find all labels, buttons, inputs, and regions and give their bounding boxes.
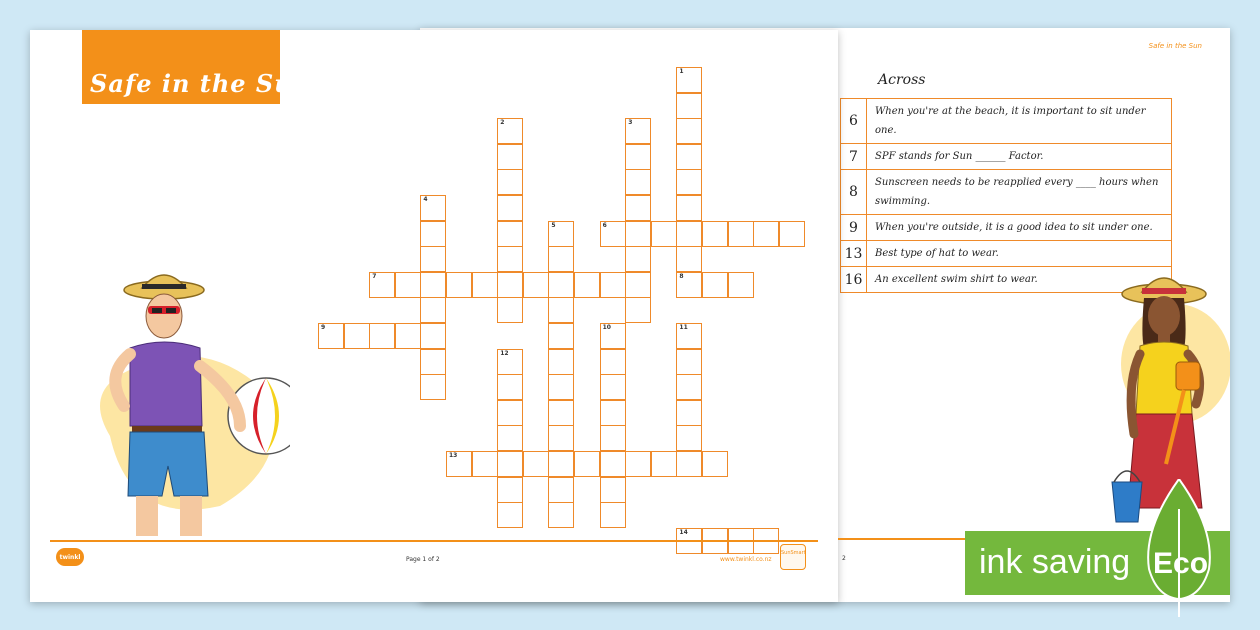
clue-text: SPF stands for Sun ______ Factor. [875,151,1044,162]
crossword-cell[interactable] [676,67,702,93]
crossword-cell[interactable] [523,272,549,298]
crossword-cell[interactable] [625,144,651,170]
crossword-cell[interactable] [625,246,651,272]
crossword-cell[interactable] [497,349,523,375]
crossword-cell[interactable] [625,195,651,221]
clue-text: Best type of hat to wear. [875,248,999,259]
crossword-cell[interactable] [548,451,574,477]
crossword-cell[interactable] [651,221,677,247]
crossword-cell[interactable] [523,451,549,477]
crossword-cell[interactable] [420,323,446,349]
crossword-cell[interactable] [600,349,626,375]
crossword-cell[interactable] [548,502,574,528]
crossword-cell[interactable] [420,272,446,298]
crossword-cell[interactable] [548,425,574,451]
crossword-cell[interactable] [497,451,523,477]
crossword-cell[interactable] [497,425,523,451]
ink-saving-label: ink saving [979,543,1131,581]
crossword-cell[interactable] [702,221,728,247]
crossword-cell[interactable] [548,246,574,272]
crossword-cell[interactable] [600,425,626,451]
eco-label: Eco [1153,547,1209,580]
crossword-cell[interactable] [676,323,702,349]
crossword-cell[interactable] [676,118,702,144]
page2-number: 2 [842,555,846,562]
crossword-cell[interactable] [497,195,523,221]
crossword-cell[interactable] [625,118,651,144]
crossword-cell[interactable] [369,323,395,349]
clue-number-label: 9 [321,324,326,331]
crossword-cell[interactable] [676,400,702,426]
crossword-cell[interactable] [497,169,523,195]
clue-row [841,144,1171,170]
worksheet-page-1 [30,30,838,602]
crossword-cell[interactable] [497,502,523,528]
crossword-cell[interactable] [728,272,754,298]
crossword-cell[interactable] [574,272,600,298]
crossword-cell[interactable] [420,195,446,221]
crossword-cell[interactable] [728,221,754,247]
crossword-cell[interactable] [497,144,523,170]
crossword-cell[interactable] [574,451,600,477]
clue-number-label: 14 [679,528,688,536]
crossword-cell[interactable] [548,272,574,298]
page2-footer-divider [838,538,968,540]
clue-number-label: 13 [449,452,458,459]
crossword-cell[interactable] [600,323,626,349]
crossword-cell[interactable] [702,272,728,298]
crossword-cell[interactable] [625,297,651,323]
crossword-cell[interactable] [600,451,626,477]
clue-number-label: 10 [602,324,611,331]
crossword-cell[interactable] [753,221,779,247]
clues-heading: Across [878,72,926,88]
crossword-cell[interactable] [497,297,523,323]
crossword-cell[interactable] [472,272,498,298]
crossword-cell[interactable] [472,451,498,477]
clue-text: When you're at the beach, it is important to sit under one. [875,106,1146,136]
clue-number: 13 [841,241,867,266]
crossword-cell[interactable] [676,451,702,477]
crossword-cell[interactable] [318,323,344,349]
clue-number-label: 6 [602,221,607,229]
crossword-cell[interactable] [497,400,523,426]
crossword-cell[interactable] [779,221,805,247]
crossword-cell[interactable] [497,246,523,272]
clue-number-label: 5 [551,221,556,229]
crossword-cell[interactable] [600,272,626,298]
crossword-cell[interactable] [625,221,651,247]
clue-number-label: 7 [372,272,377,280]
crossword-cell[interactable] [600,221,626,247]
crossword-cell[interactable] [420,297,446,323]
crossword-cell[interactable] [600,502,626,528]
crossword-cell[interactable] [600,374,626,400]
crossword-cell[interactable] [369,272,395,298]
crossword-cell[interactable] [676,374,702,400]
clue-number-label: 8 [679,272,684,280]
crossword-cell[interactable] [676,169,702,195]
clue-text: An excellent swim shirt to wear. [875,274,1038,285]
crossword-cell[interactable] [497,118,523,144]
crossword-cell[interactable] [651,451,677,477]
clue-row [841,170,1171,215]
clue-number-label: 12 [500,349,509,357]
worksheet-title: Safe in the Sun [90,69,312,98]
crossword-cell[interactable] [420,221,446,247]
website-url: www.twinkl.co.nz [720,556,772,563]
crossword-cell[interactable] [497,374,523,400]
clue-row [841,99,1171,144]
crossword-cell[interactable] [676,144,702,170]
crossword-cell[interactable] [344,323,370,349]
crossword-cell[interactable] [548,400,574,426]
crossword-cell[interactable] [625,451,651,477]
clue-number: 7 [841,144,867,169]
crossword-cell[interactable] [548,349,574,375]
crossword-cell[interactable] [446,272,472,298]
crossword-cell[interactable] [676,349,702,375]
crossword-cell[interactable] [420,374,446,400]
crossword-cell[interactable] [676,195,702,221]
crossword-cell[interactable] [676,246,702,272]
crossword-cell[interactable] [420,349,446,375]
crossword-cell[interactable] [676,425,702,451]
crossword-cell[interactable] [497,221,523,247]
crossword-cell[interactable] [600,400,626,426]
crossword-cell[interactable] [548,323,574,349]
crossword-cell[interactable] [548,221,574,247]
crossword-cell[interactable] [676,221,702,247]
clue-number-label: 2 [500,119,505,127]
page2-header: Safe in the Sun [1148,42,1202,50]
footer-divider [50,540,818,542]
crossword-cell[interactable] [548,297,574,323]
clue-text: Sunscreen needs to be reapplied every ____ hours when swimming. [875,177,1159,207]
crossword-cell[interactable] [497,272,523,298]
clue-row [841,215,1171,241]
clue-number: 16 [841,267,867,292]
clue-number: 8 [841,170,867,214]
crossword-cell[interactable] [676,272,702,298]
twinkl-logo: twinkl [56,548,84,566]
crossword-grid [30,30,838,602]
crossword-cell[interactable] [548,477,574,503]
clue-number-label: 11 [679,324,688,331]
sunsmart-logo: SunSmart [780,544,806,570]
clue-number: 9 [841,215,867,240]
ink-saving-eco-badge [965,531,1230,595]
clue-number: 6 [841,99,867,143]
crossword-cell[interactable] [420,246,446,272]
crossword-cell[interactable] [395,272,421,298]
clue-number-label: 1 [679,68,684,75]
clue-number-label: 4 [423,196,428,203]
crossword-cell[interactable] [702,451,728,477]
clue-text: When you're outside, it is a good idea to sit under one. [875,222,1153,233]
crossword-cell[interactable] [625,272,651,298]
crossword-cell[interactable] [497,477,523,503]
crossword-cell[interactable] [395,323,421,349]
crossword-cell[interactable] [600,477,626,503]
page-number: Page 1 of 2 [406,556,440,563]
crossword-cell[interactable] [676,93,702,119]
clue-number-label: 3 [628,119,633,127]
crossword-cell[interactable] [625,169,651,195]
crossword-cell[interactable] [446,451,472,477]
crossword-cell[interactable] [548,374,574,400]
